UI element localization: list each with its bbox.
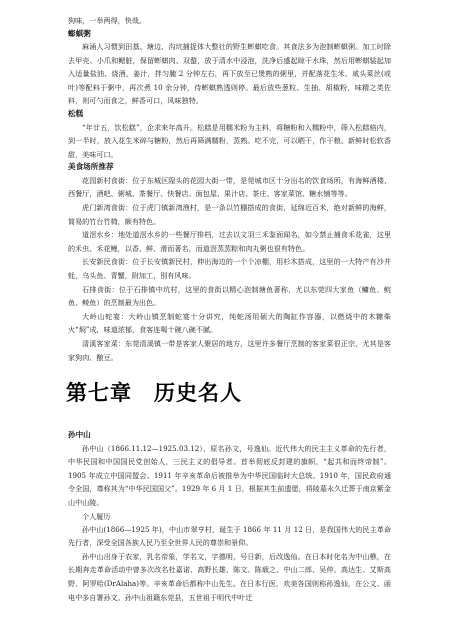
intro-paragraph: 狗味，一举两得，快哉。 — [68, 16, 147, 25]
chapter-number: 第七章 — [66, 381, 132, 406]
paragraph-humen-food-street: 虎门新湾食街：位于虎门镇新湾渔村，是一条以竹棚搭成的食街，延绵近百米，绝对新鲜的海鲜，简易的竹台竹椅，颇有特色。 — [68, 203, 391, 226]
paragraph-pengqi-porridge: 麻涌人习惯到田基、塘边、沟坑捕捉体大整壮的野生蟛蜞吃食。其食法多为泡制蟛蜞粥。加工时除去甲壳、小爪和鳃脏，保留蟛蜞肉、双螯，放于清水中浸泡，洗净后盛起晾干水珠，然后用蟛蜞装起加入适量盐油、烧酒，姜汁，拌匀腌 2 分钟左右，再下放至已煲熟的粥里，并配落花生米、咸头菜丝(或叶)等配料于粥中，再次煮 10 余分钟，待蟛蜞熟透则停。最后放些葱粒、生抽、胡椒粉，味精之类佐料，则可勺而食之，鲜香可口，风味独特。 — [68, 42, 391, 106]
paragraph-pine-cake: “年廿五，饮松糕”，企求来年高升。松糕是用糯米粉为主料，将糖粉和入糯粉中，筛入松糕格内，到一半时，放入花生米碎与糖粉，然后再筛满糯粉，蒸熟。吃不完，可以晒干，作干粮。新鲜时松软香甜，美味可口。 — [68, 122, 391, 159]
subsection-title-biography: 个人履历 — [82, 511, 111, 521]
text-column — [68, 14, 391, 604]
paragraph-huayuan-food-street: 花园新村食街：位于东城区隍头的花园大街一带，是莞城市区十分出名的饮食场所，有海鲜酒楼、西餐厅，酒吧、粥城、茶餐厅、快餐店、面包屋、果汁店、茶庄、客家菜馆、糖水铺等等。 — [68, 175, 391, 199]
paragraph-qingxi-hakka-food: 清溪客家菜：东莞清溪镇一带是客家人聚居的地方，这里许多餐厅烹制的客家菜很正宗，尤其是客家狗肉、酿豆。 — [68, 338, 391, 362]
paragraph-shipai-food-street: 石排食街：位于石排镇中坑村，这里的食街以精心泡制塘鱼著称，尤以东莞四大家鱼（鳙鱼、鲩鱼、鲮鱼）的烹制最为出色。 — [68, 284, 391, 308]
paragraph-changan-food-street: 长安新民食街：位于长安镇新民村，伸出海边的一个个凉棚，用杉木搭成，这里的一大特产有沙井蚝、乌头鱼、青蟹，附加工，別有风味。 — [68, 257, 391, 280]
section-title-pine-cake: 松糕 — [68, 109, 84, 119]
paragraph-sun-yat-sen-names: 孙中山出身于农家，乳名帝象，学名文，字德明，号日新，后改逸仙。在日本时化名为中山樵，在长期奔走革命活动中曾多次改名杜嘉诺、高野长雄、陈文、陈载之、中山二郎、吴仲、高达生、艾斯高野、阿罗哈(DrAlaha)等。辛亥革命后都称中山先生。在日本行医，欢美各国则称孙逸仙，在公文、函电中多自署孙文。孙中山祖籍东莞县，五世祖于明代中叶迁 — [68, 551, 391, 602]
paragraph-daojiao-water-town: 道滘水乡：地处道滘水乡的一些餐厅排档，过去以文羽三禾鉴面闻名，如今禁止捕食禾花雀，这里的禾虫、禾花鲤，以香、鲜、滑而著名，而道滘蒸蒸粽和肉丸粥也很有特色。 — [68, 230, 391, 253]
paragraph-sun-yat-sen-intro: 孙中山（1866.11.12—1925.03.12），原名孙文，号逸仙。近代伟大的民主主义革命的先行者，中华民国和中国国民党创始人，三民主义的倡导者。首举彻底反封建的旗帜，“起共和而终帝制”。1905 年成立中国同盟会。1911 年辛亥革命后被推举为中华民国临时大总统。1910 年，国民政府通令全国，尊称其为“中华民国国父”。1929 年 6 月 1 日，根据其生前遗愿，将陵墓永久迁葬于南京紫金山中山陵。 — [68, 443, 391, 508]
paragraph-dalingshan-snake-feast: 大岭山蛇宴：大岭山镇烹制蛇宴十分讲究，纯蛇汤用硕大的陶缸作容器，以燃烧中的木糠柴火“焖”成，味道浓郁，食客连喝十碗八碗不腻。 — [68, 311, 391, 335]
section-title-food-places: 美食场所推荐 — [68, 162, 114, 172]
paragraph-sun-yat-sen-birth: 孙中山(1866—1925 年)，中山市翠亨村，诞生于 1866 年 11 月 12 日，是我国伟大的民主革命先行者，深受全国各族人民乃至全世界人民的尊崇和景仰。 — [68, 524, 391, 548]
chapter-heading — [66, 379, 391, 407]
section-title-pengqi-porridge: 蟛蜞粥 — [68, 28, 91, 38]
chapter-title: 历史名人 — [154, 381, 242, 406]
section-title-sun-yat-sen: 孙中山 — [68, 430, 91, 440]
